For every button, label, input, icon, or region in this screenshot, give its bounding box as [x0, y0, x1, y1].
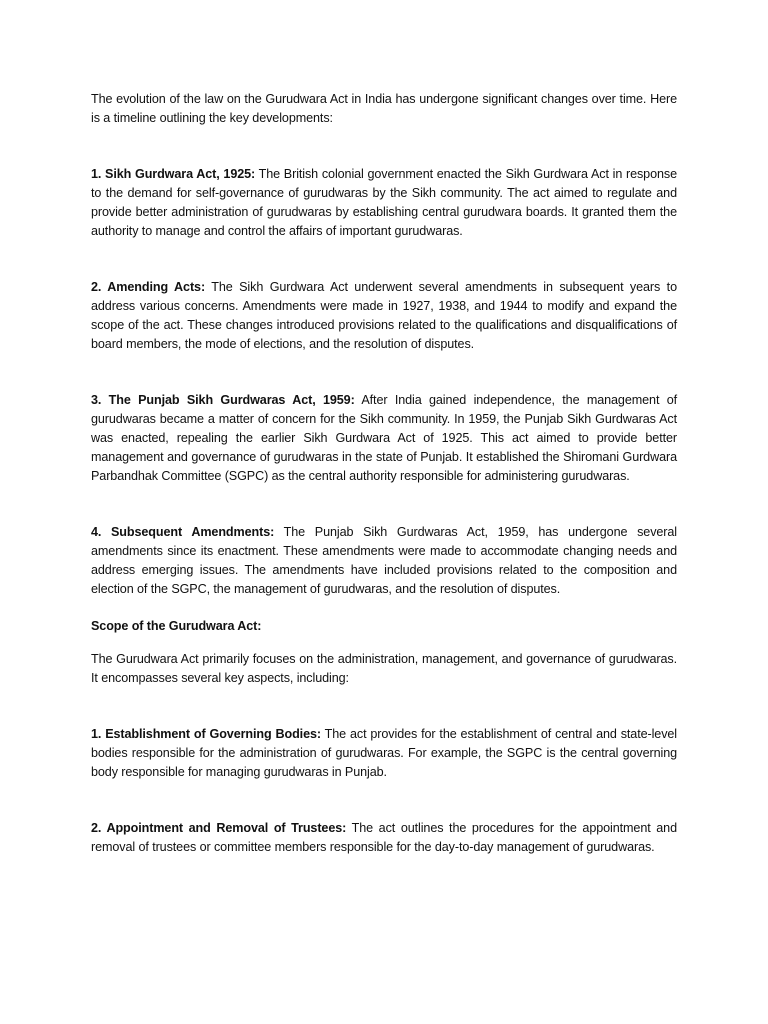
timeline-item-title: 3. The Punjab Sikh Gurdwaras Act, 1959:	[91, 393, 355, 407]
scope-heading: Scope of the Gurudwara Act:	[91, 619, 262, 633]
timeline-item-subsequent-amendments	[91, 523, 677, 599]
scope-item-title: 1. Establishment of Governing Bodies:	[91, 727, 321, 741]
scope-item-trustees	[91, 819, 677, 857]
scope-intro-paragraph: The Gurudwara Act primarily focuses on the administration, management, and governance of gurudwaras. It encompasses several key aspects, including:	[91, 652, 677, 685]
timeline-item-1959	[91, 391, 677, 486]
timeline-item-1925	[91, 165, 677, 241]
timeline-item-text: The British colonial government enacted the Sikh Gurdwara Act in response to the demand for self-governance of gurudwaras by the Sikh community. The act aimed to regulate and provide better administration of gurudwaras by establishing central gurudwara boards. It granted them the authority to manage and control the affairs of important gurudwaras.	[91, 167, 677, 238]
intro-paragraph: The evolution of the law on the Gurudwara Act in India has undergone significant changes over time. Here is a timeline outlining the key developments:	[91, 92, 677, 125]
timeline-item-title: 1. Sikh Gurdwara Act, 1925:	[91, 167, 256, 181]
scope-item-text: The act provides for the establishment of central and state-level bodies responsible for the administration of gurudwaras. For example, the SGPC is the central governing body responsible for managing gurudwaras in Punjab.	[91, 727, 678, 779]
timeline-item-text: The Sikh Gurdwara Act underwent several amendments in subsequent years to address various concerns. Amendments were made in 1927, 1938, and 1944 to modify and expand the scope of the act. These changes introduced provisions related to the qualifications and disqualifications of board members, the mode of elections, and the resolution of disputes.	[91, 280, 677, 351]
timeline-item-text: After India gained independence, the management of gurudwaras became a matter of concern for the Sikh community. In 1959, the Punjab Sikh Gurdwaras Act was enacted, repealing the earlier Sikh Gurdwara Act of 1925. This act aimed to provide better management and governance of gurudwaras in the state of Punjab. It established the Shiromani Gurdwara Parbandhak Committee (SGPC) as the central authority responsible for administering gurudwaras.	[91, 393, 678, 483]
scope-item-text: The act outlines the procedures for the appointment and removal of trustees or committee members responsible for the day-to-day management of gurudwaras.	[91, 821, 677, 854]
scope-item-title: 2. Appointment and Removal of Trustees:	[91, 821, 347, 835]
timeline-item-amending-acts	[91, 278, 677, 354]
timeline-item-text: The Punjab Sikh Gurdwaras Act, 1959, has undergone several amendments since its enactment. These amendments were made to accommodate changing needs and address emerging issues. The amendments have included provisions related to the composition and election of the SGPC, the management of gurudwaras, and the resolution of disputes.	[91, 525, 678, 596]
scope-item-governing-bodies	[91, 725, 677, 782]
document-page	[91, 90, 677, 894]
timeline-item-title: 4. Subsequent Amendments:	[91, 525, 275, 539]
timeline-item-title: 2. Amending Acts:	[91, 280, 206, 294]
